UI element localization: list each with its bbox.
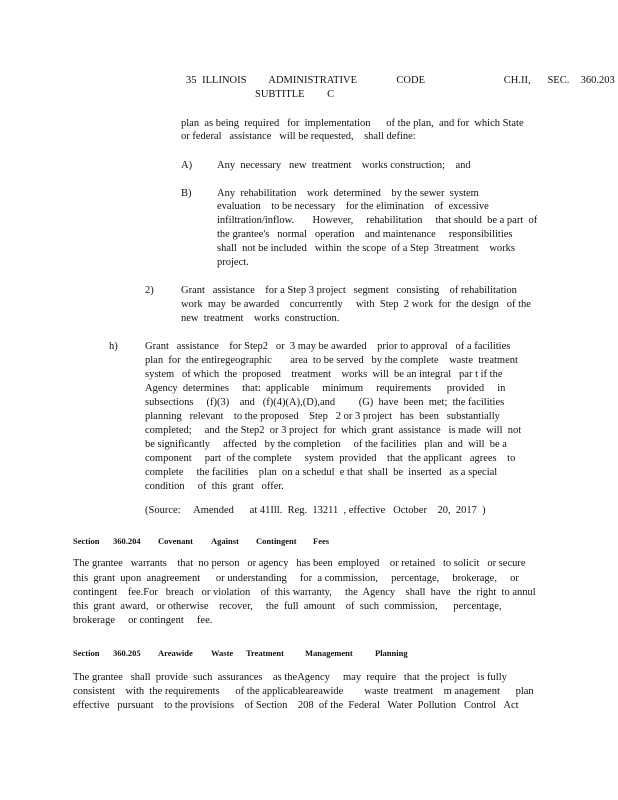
section-204-line: The grantee warrants that no person or agency has been employed or retained to solicit or secure bbox=[73, 558, 526, 569]
section-204-line: this grant upon anagreement or understanding for a commission, percentage, brokerage, or bbox=[73, 573, 519, 584]
item-b-line: project. bbox=[217, 257, 249, 268]
item-2-line: new treatment works construction. bbox=[181, 313, 340, 324]
section-205-title-word: Areawide bbox=[158, 648, 193, 658]
section-205-title-word: Waste bbox=[211, 648, 234, 658]
item-h-line: Agency determines that: applicable minimum requirements provided in bbox=[145, 383, 506, 394]
section-204-number: 360.204 bbox=[113, 536, 141, 546]
section-205-title-word: Treatment bbox=[246, 648, 284, 658]
section-205-line: consistent with the requirements of the applicableareawide waste treatment m anagement plan bbox=[73, 686, 534, 697]
item-h-marker: h) bbox=[109, 341, 118, 352]
section-205-label: Section bbox=[73, 648, 100, 658]
intro-line-1: plan as being required for implementation of the plan, and for which State bbox=[181, 118, 524, 129]
item-b-line: the grantee's normal operation and maintenance responsibilities bbox=[217, 229, 513, 240]
section-205-title-word: Management bbox=[305, 648, 353, 658]
section-205-line: The grantee shall provide such assurances as theAgency may require that the project is fully bbox=[73, 672, 507, 683]
item-a-text: Any necessary new treatment works construction; and bbox=[217, 160, 471, 171]
item-h-line: system of which the proposed treatment works will be an integral par t if the bbox=[145, 369, 503, 380]
page-header-title: 35 ILLINOIS ADMINISTRATIVE CODE CH.II, SEC. 360.203 bbox=[186, 75, 615, 86]
item-h-line: completed; and the Step2 or 3 project for which grant assistance is made will not bbox=[145, 425, 522, 436]
item-2-marker: 2) bbox=[145, 285, 154, 296]
item-b-line: infiltration/inflow. However, rehabilitation that should be a part of bbox=[217, 215, 538, 226]
section-205-title-word: Planning bbox=[375, 648, 408, 658]
item-b-line: shall not be included within the scope of a Step 3treatment works bbox=[217, 243, 516, 254]
section-204-title-word: Fees bbox=[313, 536, 330, 546]
item-2-line: work may be awarded concurrently with Step 2 work for the design of the bbox=[181, 299, 531, 310]
item-h-line: component part of the complete system provided that the applicant agrees to bbox=[145, 453, 516, 464]
page-header-subtitle: SUBTITLE C bbox=[255, 89, 335, 100]
item-h-line: subsections (f)(3) and (f)(4)(A),(D),and (G) have been met; the facilities bbox=[145, 397, 505, 408]
item-h-line: complete the facilities plan on a schedul e that shall be inserted as a special bbox=[145, 467, 498, 478]
item-h-line: planning relevant to the proposed Step 2 or 3 project has been substantially bbox=[145, 411, 500, 422]
section-205-number: 360.205 bbox=[113, 648, 141, 658]
item-b-line: Any rehabilitation work determined by the sewer system bbox=[217, 188, 479, 199]
section-204-line: contingent fee.For breach or violation of this warranty, the Agency shall have the right to annul bbox=[73, 587, 536, 598]
section-204-line: brokerage or contingent fee. bbox=[73, 615, 213, 626]
item-2-line: Grant assistance for a Step 3 project segment consisting of rehabilitation bbox=[181, 285, 517, 296]
item-h-line: plan for the entiregeographic area to be served by the complete waste treatment bbox=[145, 355, 518, 366]
section-204-title-word: Against bbox=[211, 536, 239, 546]
item-b-line: evaluation to be necessary for the elimination of excessive bbox=[217, 201, 489, 212]
section-204-line: this grant award, or otherwise recover, the full amount of such commission, percentage, bbox=[73, 601, 502, 612]
section-204-title-word: Contingent bbox=[256, 536, 297, 546]
intro-line-2: or federal assistance will be requested, shall define: bbox=[181, 131, 416, 142]
item-h-line: be significantly affected by the completion of the facilities plan and will be a bbox=[145, 439, 507, 450]
source-note: (Source: Amended at 41Ill. Reg. 13211 , effective October 20, 2017 ) bbox=[145, 505, 486, 516]
item-a-marker: A) bbox=[181, 160, 193, 171]
item-h-line: condition of this grant offer. bbox=[145, 481, 284, 492]
item-h-line: Grant assistance for Step2 or 3 may be awarded prior to approval of a facilities bbox=[145, 341, 511, 352]
section-205-line: effective pursuant to the provisions of Section 208 of the Federal Water Pollution Control Act bbox=[73, 700, 519, 711]
section-204-label: Section bbox=[73, 536, 100, 546]
item-b-marker: B) bbox=[181, 188, 192, 199]
section-204-title-word: Covenant bbox=[158, 536, 193, 546]
